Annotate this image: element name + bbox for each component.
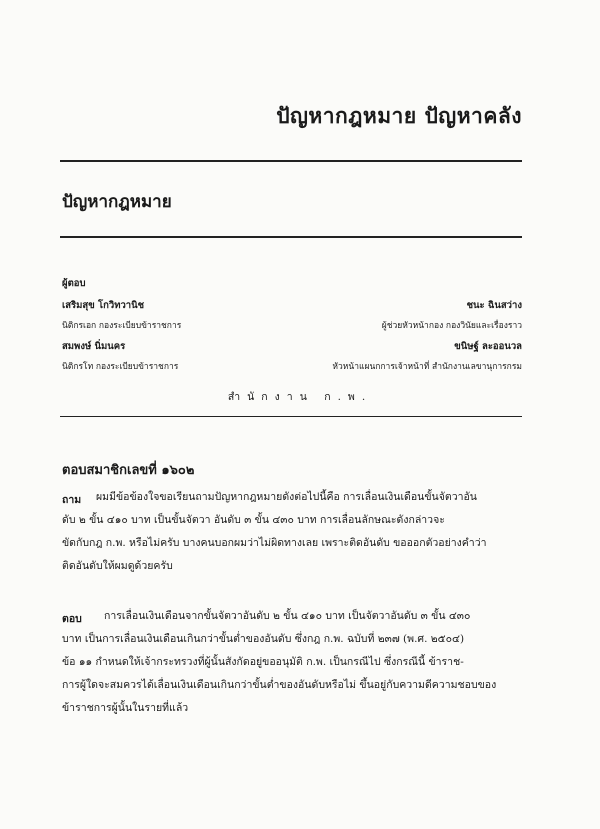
question-line: ดับ ๒ ขั้น ๔๑๐ บาท เป็นขั้นจัตวา อันดับ ๓ ขั้น ๔๓๐ บาท การเลื่อนลักษณะดังกล่าวจะ: [62, 514, 445, 526]
author-left-2-position: นิติกรโท กองระเบียบข้าราชการ: [62, 362, 179, 372]
question-line: ติดอันดับให้ผมดูด้วยครับ: [62, 560, 173, 572]
divider-top: [60, 160, 522, 162]
author-right-1-name: ชนะ ฉินสว่าง: [466, 300, 522, 311]
author-left-1-name: เสริมสุข โกวิทวานิช: [62, 300, 145, 311]
author-right-2-position: หัวหน้าแผนกการเจ้าหน้าที่ สำนักงานเลขานุการกรม: [332, 362, 522, 372]
author-left-1-position: นิติกรเอก กองระเบียบข้าราชการ: [62, 321, 182, 331]
section-title: ปัญหากฎหมาย: [62, 192, 172, 212]
author-right-1-position: ผู้ช่วยหัวหน้ากอง กองวินัยและเรื่องราว: [381, 321, 522, 331]
answer-label: ตอบ: [62, 613, 82, 625]
author-right-2-name: ขนิษฐ์ ละออนวล: [454, 341, 522, 352]
answer-line: ข้าราชการผู้นั้นในรายที่แล้ว: [62, 702, 189, 714]
answer-text: [62, 605, 496, 720]
divider-section: [60, 236, 522, 238]
question-label: ถาม: [62, 494, 82, 506]
page-title: ปัญหากฎหมาย ปัญหาคลัง: [276, 103, 522, 128]
question-line: ผมมีข้อข้องใจขอเรียนถามปัญหากฎหมายดังต่อไปนี้คือ การเลื่อนเงินเดือนขั้นจัตวาอัน: [96, 491, 477, 503]
answer-line: ข้อ ๑๑ กำหนดให้เจ้ากระทรวงที่ผู้นั้นสังกัดอยู่ขออนุมัติ ก.พ. เป็นกรณีไป ซึ่งกรณีนี้ ข้าราช-: [62, 656, 464, 668]
author-left-2-name: สมพงษ์ นิ่มนคร: [62, 341, 126, 352]
answer-line: บาท เป็นการเลื่อนเงินเดือนเกินกว่าขั้นต่ำของอันดับ ซึ่งกฎ ก.พ. ฉบับที่ ๒๓๗ (พ.ศ. ๒๕๐๔): [62, 633, 465, 645]
question-text: [62, 486, 487, 578]
authors-label: ผู้ตอบ: [62, 278, 86, 289]
office-name: สำนักงาน ก.พ.: [227, 391, 373, 403]
answer-line: การเลื่อนเงินเดือนจากขั้นจัตวาอันดับ ๒ ขั้น ๔๑๐ บาท เป็นจัตวาอันดับ ๓ ขั้น ๔๓๐: [104, 610, 471, 622]
answer-line: การผู้ใดจะสมควรได้เลื่อนเงินเดือนเกินกว่าขั้นต่ำของอันดับหรือไม่ ขึ้นอยู่กับความดีความชอบของ: [62, 679, 497, 691]
divider-office: [60, 416, 522, 417]
member-number: ตอบสมาชิกเลขที่ ๑๖๐๒: [62, 463, 195, 478]
question-line: ขัดกับกฎ ก.พ. หรือไม่ครับ บางคนบอกผมว่าไม่ผิดทางเลย เพราะติดอันดับ ขอออกตัวอย่างคำว่า: [62, 537, 487, 549]
